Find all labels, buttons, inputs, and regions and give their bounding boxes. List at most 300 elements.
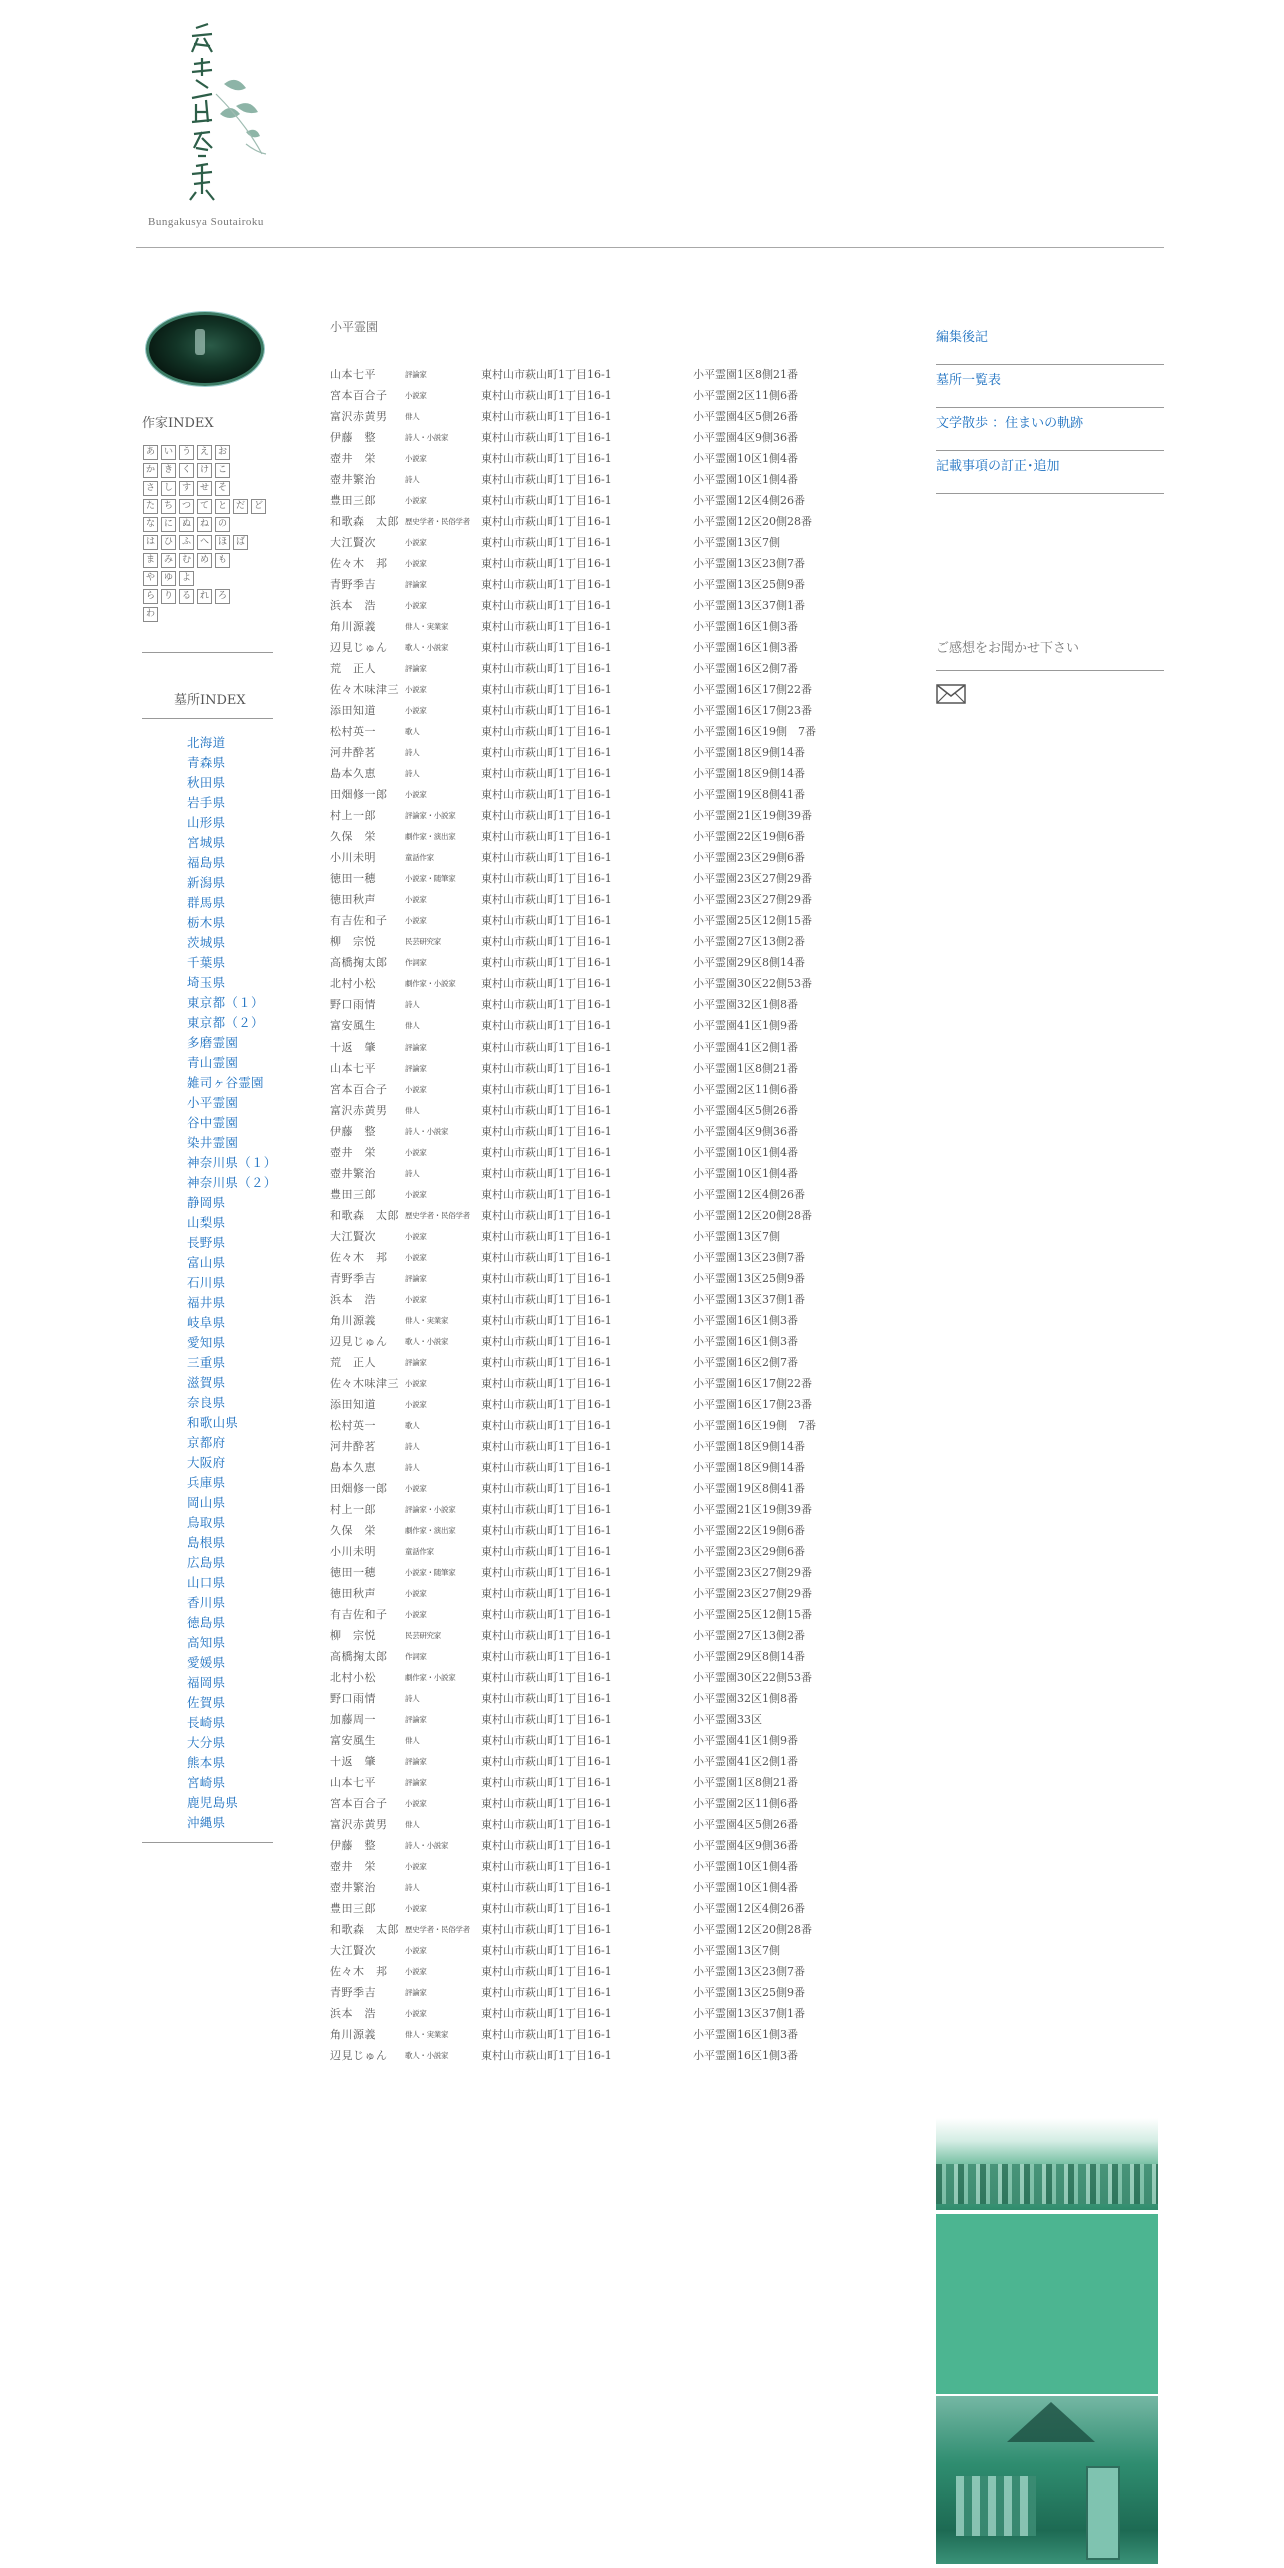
kana-link[interactable]: そ [215, 481, 230, 496]
grave-location: 小平霊園16区17側22番 [693, 683, 812, 697]
kana-link[interactable]: え [197, 445, 212, 460]
occupation: 歴史学者・民俗学者 [405, 517, 470, 527]
prefecture-link[interactable]: 大分県 [187, 1735, 226, 1750]
kana-link[interactable]: も [215, 553, 230, 568]
author-name: 大江賢次 [330, 536, 376, 550]
kana-link[interactable]: ど [251, 499, 266, 514]
kana-link[interactable]: せ [197, 481, 212, 496]
prefecture-link[interactable]: 島根県 [187, 1535, 226, 1550]
author-name: 伊藤 整 [330, 1839, 376, 1853]
prefecture-link[interactable]: 岡山県 [187, 1495, 226, 1510]
kana-link[interactable]: た [143, 499, 158, 514]
occupation: 俳人 [405, 1820, 420, 1830]
occupation: 小説家・随筆家 [405, 1567, 456, 1577]
kana-link[interactable]: の [215, 517, 230, 532]
address: 東村山市萩山町1丁目16-1 [481, 1523, 612, 1537]
address: 東村山市萩山町1丁目16-1 [481, 1670, 612, 1684]
address: 東村山市萩山町1丁目16-1 [481, 1145, 612, 1159]
address: 東村山市萩山町1丁目16-1 [481, 494, 612, 508]
occupation: 小説家 [405, 895, 427, 905]
kana-link[interactable]: か [143, 463, 158, 478]
occupation: 小説家 [405, 1967, 427, 1977]
occupation: 小説家 [405, 2009, 427, 2019]
mail-icon[interactable] [936, 684, 966, 704]
grave-location: 小平霊園10区1側4番 [693, 473, 798, 487]
grave-location: 小平霊園23区27側29番 [693, 1586, 812, 1600]
kana-link[interactable]: さ [143, 481, 158, 496]
author-name: 北村小松 [330, 977, 376, 991]
grave-location: 小平霊園12区4側26番 [693, 1187, 805, 1201]
prefecture-link[interactable]: 静岡県 [187, 1195, 226, 1210]
grave-location: 小平霊園13区37側1番 [693, 599, 805, 613]
address: 東村山市萩山町1丁目16-1 [481, 1166, 612, 1180]
author-name: 富安風生 [330, 1734, 376, 1748]
author-name: 伊藤 整 [330, 1124, 376, 1138]
occupation: 歌人・小説家 [405, 643, 449, 653]
cemetery-title: 小平霊園 [330, 320, 379, 334]
grave-location: 小平霊園33区 [693, 1713, 762, 1726]
prefecture-link[interactable]: 宮城県 [187, 835, 226, 850]
prefecture-link[interactable]: 愛媛県 [187, 1655, 226, 1670]
nav-item-corrections[interactable] [936, 451, 1164, 494]
site-logo[interactable] [146, 14, 306, 234]
author-name: 久保 栄 [330, 1523, 376, 1537]
grave-location: 小平霊園16区2側7番 [693, 662, 798, 676]
prefecture-link[interactable]: 多磨霊園 [187, 1035, 239, 1050]
occupation: 劇作家・演出家 [405, 832, 456, 842]
author-name: 高橋掬太郎 [330, 956, 388, 970]
author-name: 山本七平 [330, 368, 376, 381]
address: 東村山市萩山町1丁目16-1 [481, 2028, 612, 2042]
grave-location: 小平霊園27区13側2番 [693, 1628, 805, 1642]
occupation: 詩人 [405, 1693, 420, 1703]
kana-link[interactable]: ひ [161, 535, 176, 550]
author-name: 浜本 浩 [330, 599, 376, 613]
grave-location: 小平霊園12区20側28番 [693, 1208, 812, 1222]
kana-row [143, 517, 283, 532]
prefecture-link[interactable]: 小平霊園 [187, 1095, 239, 1110]
grave-location: 小平霊園41区2側1番 [693, 1755, 798, 1769]
address: 東村山市萩山町1丁目16-1 [481, 389, 612, 403]
occupation: 小説家 [405, 559, 427, 569]
prefecture-link[interactable]: 谷中霊園 [187, 1115, 239, 1130]
occupation: 俳人 [405, 1021, 420, 1031]
prefecture-link[interactable]: 神奈川県（１） [187, 1155, 277, 1170]
author-name: 大江賢次 [330, 1229, 376, 1243]
address: 東村山市萩山町1丁目16-1 [481, 893, 612, 907]
kana-link[interactable]: る [179, 589, 194, 604]
grave-location: 小平霊園18区9側14番 [693, 767, 805, 781]
kana-link[interactable]: れ [197, 589, 212, 604]
author-name: 河井酔茗 [330, 1439, 376, 1453]
grave-location: 小平霊園13区23側7番 [693, 1250, 805, 1264]
address: 東村山市萩山町1丁目16-1 [481, 1755, 612, 1769]
nav-link[interactable]: 記載事項の訂正･追加 [936, 459, 1060, 474]
prefecture-link[interactable]: 広島県 [187, 1555, 226, 1570]
prefecture-link[interactable]: 鳥取県 [187, 1515, 226, 1530]
grave-location: 小平霊園16区1側3番 [693, 1334, 798, 1348]
kana-link[interactable]: ほ [215, 535, 230, 550]
kana-link[interactable]: は [143, 535, 158, 550]
address: 東村山市萩山町1丁目16-1 [481, 746, 612, 760]
prefecture-link[interactable]: 千葉県 [187, 955, 226, 970]
nav-link[interactable]: 編集後記 [936, 330, 989, 345]
address: 東村山市萩山町1丁目16-1 [481, 1860, 612, 1874]
cemetery-image-2 [936, 2396, 1158, 2564]
kana-link[interactable]: き [161, 463, 176, 478]
address: 東村山市萩山町1丁目16-1 [481, 1986, 612, 2000]
kana-row [143, 553, 283, 568]
kana-link[interactable]: む [179, 553, 194, 568]
kana-link[interactable]: ば [233, 535, 248, 550]
occupation: 小説家 [405, 916, 427, 926]
author-name: 加藤周一 [330, 1713, 376, 1726]
prefecture-link[interactable]: 沖縄県 [187, 1815, 226, 1830]
prefecture-link[interactable]: 東京都（１） [187, 995, 264, 1010]
author-name: 荒 正人 [330, 662, 376, 676]
occupation: 歌人 [405, 1420, 420, 1430]
occupation: 小説家 [405, 1483, 427, 1493]
kana-link[interactable]: と [215, 499, 230, 514]
kana-row [143, 535, 283, 550]
prefecture-link[interactable]: 山形県 [187, 815, 226, 830]
kana-row [143, 499, 283, 514]
author-name: 山本七平 [330, 1776, 376, 1790]
kana-link[interactable]: ね [197, 517, 212, 532]
grave-location: 小平霊園13区25側9番 [693, 1986, 805, 2000]
address: 東村山市萩山町1丁目16-1 [481, 368, 612, 381]
grave-location: 小平霊園4区5側26番 [693, 1103, 798, 1117]
prefecture-link[interactable]: 群馬県 [187, 895, 226, 910]
occupation: 評論家 [405, 580, 427, 590]
grave-location: 小平霊園16区1側3番 [693, 1313, 798, 1327]
occupation: 詩人 [405, 475, 420, 485]
occupation: 俳人 [405, 412, 420, 422]
logo-graphic [146, 14, 306, 214]
header-divider [136, 247, 1164, 248]
grave-location: 小平霊園16区17側23番 [693, 704, 812, 718]
grave-location: 小平霊園29区8側14番 [693, 956, 805, 970]
grave-location: 小平霊園2区11側6番 [693, 1082, 798, 1096]
grave-location: 小平霊園41区2側1番 [693, 1040, 798, 1054]
prefecture-link[interactable]: 埼玉県 [187, 975, 226, 990]
grave-location: 小平霊園41区1側9番 [693, 1734, 798, 1748]
address: 東村山市萩山町1丁目16-1 [481, 1334, 612, 1348]
prefecture-link[interactable]: 神奈川県（２） [187, 1175, 277, 1190]
prefecture-link[interactable]: 長野県 [187, 1235, 226, 1250]
author-name: 壺井 栄 [330, 1860, 376, 1874]
author-name: 有吉佐和子 [330, 1607, 388, 1621]
occupation: 小説家 [405, 1147, 427, 1157]
prefecture-link[interactable]: 雑司ヶ谷霊園 [187, 1075, 264, 1090]
address: 東村山市萩山町1丁目16-1 [481, 851, 612, 865]
occupation: 小説家 [405, 1862, 427, 1872]
occupation: 童話作家 [405, 853, 434, 863]
occupation: 劇作家・小説家 [405, 979, 456, 989]
address: 東村山市萩山町1丁目16-1 [481, 725, 612, 739]
kana-link[interactable]: く [179, 463, 194, 478]
occupation: 小説家 [405, 1799, 427, 1809]
prefecture-link[interactable]: 福岡県 [187, 1675, 226, 1690]
kana-link[interactable]: ま [143, 553, 158, 568]
prefecture-link[interactable]: 徳島県 [187, 1615, 226, 1630]
author-name: 宮本百合子 [330, 1082, 388, 1096]
kana-link[interactable]: め [197, 553, 212, 568]
prefecture-link[interactable]: 熊本県 [187, 1755, 226, 1770]
prefecture-link[interactable]: 福井県 [187, 1295, 226, 1310]
prefecture-link[interactable]: 京都府 [187, 1435, 226, 1450]
occupation: 評論家 [405, 1042, 427, 1052]
author-name: 青野季吉 [330, 578, 376, 592]
prefecture-link[interactable]: 石川県 [187, 1275, 226, 1290]
prefecture-link[interactable]: 秋田県 [187, 775, 226, 790]
prefecture-link[interactable]: 山口県 [187, 1575, 226, 1590]
occupation: 詩人・小説家 [405, 433, 449, 443]
occupation: 俳人・実業家 [405, 1315, 449, 1325]
prefecture-link[interactable]: 岩手県 [187, 795, 226, 810]
nav-link[interactable]: 墓所一覧表 [936, 373, 1002, 388]
grave-location: 小平霊園18区9側14番 [693, 1439, 805, 1453]
address: 東村山市萩山町1丁目16-1 [481, 830, 612, 844]
kana-link[interactable]: す [179, 481, 194, 496]
address: 東村山市萩山町1丁目16-1 [481, 410, 612, 424]
address: 東村山市萩山町1丁目16-1 [481, 872, 612, 886]
prefecture-link[interactable]: 愛知県 [187, 1335, 226, 1350]
address: 東村山市萩山町1丁目16-1 [481, 1187, 612, 1201]
kana-link[interactable]: い [161, 445, 176, 460]
occupation: 詩人 [405, 1000, 420, 1010]
author-name: 田畑修一郎 [330, 788, 388, 802]
kana-link[interactable]: だ [233, 499, 248, 514]
grave-location: 小平霊園30区22側53番 [693, 977, 812, 991]
green-panel [936, 2214, 1158, 2394]
author-name: 青野季吉 [330, 1271, 376, 1285]
grave-location: 小平霊園13区7側 [693, 1944, 780, 1958]
kana-index [143, 445, 283, 625]
grave-location: 小平霊園23区27側29番 [693, 893, 812, 907]
address: 東村山市萩山町1丁目16-1 [481, 1397, 612, 1411]
address: 東村山市萩山町1丁目16-1 [481, 1376, 612, 1390]
address: 東村山市萩山町1丁目16-1 [481, 1691, 612, 1705]
prefecture-link[interactable]: 染井霊園 [187, 1135, 239, 1150]
address: 東村山市萩山町1丁目16-1 [481, 1208, 612, 1222]
address: 東村山市萩山町1丁目16-1 [481, 1586, 612, 1600]
nav-link[interactable]: 文学散歩 ：住まいの軌跡 [936, 416, 1084, 431]
author-name: 村上一郎 [330, 809, 376, 823]
left-divider-top [142, 652, 273, 653]
prefecture-link[interactable]: 和歌山県 [187, 1415, 239, 1430]
kana-link[interactable]: て [197, 499, 212, 514]
sakka-index-title: 作家INDEX [142, 416, 214, 431]
kana-row [143, 463, 283, 478]
occupation: 小説家 [405, 1399, 427, 1409]
prefecture-link[interactable]: 青森県 [187, 755, 226, 770]
kana-link[interactable]: み [161, 553, 176, 568]
kana-row [143, 571, 283, 586]
prefecture-link[interactable]: 新潟県 [187, 875, 226, 890]
grave-location: 小平霊園1区8側21番 [693, 1776, 798, 1790]
address: 東村山市萩山町1丁目16-1 [481, 620, 612, 634]
author-name: 佐々木 邦 [330, 1250, 388, 1264]
address: 東村山市萩山町1丁目16-1 [481, 1818, 612, 1832]
nav-item-literary-walk[interactable] [936, 408, 1164, 451]
occupation: 小説家 [405, 1189, 427, 1199]
occupation: 詩人 [405, 748, 420, 758]
address: 東村山市萩山町1丁目16-1 [481, 1313, 612, 1327]
occupation: 俳人 [405, 1105, 420, 1115]
prefecture-link[interactable]: 北海道 [187, 735, 226, 750]
grave-location: 小平霊園18区9側14番 [693, 746, 805, 760]
address: 東村山市萩山町1丁目16-1 [481, 641, 612, 655]
kana-link[interactable]: に [161, 517, 176, 532]
kana-link[interactable]: う [179, 445, 194, 460]
author-name: 松村英一 [330, 1418, 376, 1432]
grave-location: 小平霊園1区8側21番 [693, 1061, 798, 1075]
kana-link[interactable]: ち [161, 499, 176, 514]
prefecture-link[interactable]: 長崎県 [187, 1715, 226, 1730]
prefecture-link[interactable]: 福島県 [187, 855, 226, 870]
grave-location: 小平霊園23区27側29番 [693, 1565, 812, 1579]
author-name: 和歌森 太郎 [330, 1923, 399, 1937]
kana-row [143, 445, 283, 460]
address: 東村山市萩山町1丁目16-1 [481, 1902, 612, 1916]
occupation: 俳人・実業家 [405, 622, 449, 632]
author-name: 富安風生 [330, 1019, 376, 1033]
author-name: 徳田一穂 [330, 1565, 376, 1579]
kana-link[interactable]: ろ [215, 589, 230, 604]
address: 東村山市萩山町1丁目16-1 [481, 683, 612, 697]
address: 東村山市萩山町1丁目16-1 [481, 1250, 612, 1264]
author-name: 添田知道 [330, 704, 376, 718]
occupation: 詩人 [405, 1441, 420, 1451]
occupation: 劇作家・小説家 [405, 1672, 456, 1682]
grave-location: 小平霊園22区19側6番 [693, 830, 805, 844]
grave-location: 小平霊園13区23側7番 [693, 557, 805, 571]
author-name: 辺見じゅん [330, 2049, 388, 2063]
kana-link[interactable]: よ [179, 571, 194, 586]
bosho-index-title: 墓所INDEX [174, 693, 246, 708]
occupation: 小説家 [405, 538, 427, 548]
prefecture-link[interactable]: 高知県 [187, 1635, 226, 1650]
address: 東村山市萩山町1丁目16-1 [481, 1103, 612, 1117]
kana-link[interactable]: あ [143, 445, 158, 460]
author-name: 北村小松 [330, 1670, 376, 1684]
prefecture-link[interactable]: 青山霊園 [187, 1055, 239, 1070]
nav-item-cemetery-list[interactable] [936, 365, 1164, 408]
address: 東村山市萩山町1丁目16-1 [481, 1544, 612, 1558]
grave-location: 小平霊園25区12側15番 [693, 914, 812, 928]
kana-link[interactable]: り [161, 589, 176, 604]
grave-location: 小平霊園30区22側53番 [693, 1670, 812, 1684]
nav-item-editors-note[interactable] [936, 322, 1164, 365]
grave-location: 小平霊園10区1側4番 [693, 1860, 798, 1874]
prefecture-link[interactable]: 香川県 [187, 1595, 226, 1610]
author-name: 和歌森 太郎 [330, 1208, 399, 1222]
author-name: 角川源義 [330, 620, 376, 634]
address: 東村山市萩山町1丁目16-1 [481, 1481, 612, 1495]
grave-location: 小平霊園16区1側3番 [693, 620, 798, 634]
prefecture-link[interactable]: 東京都（２） [187, 1015, 264, 1030]
occupation: 評論家 [405, 664, 427, 674]
kana-link[interactable]: ふ [179, 535, 194, 550]
kana-link[interactable]: つ [179, 499, 194, 514]
kana-link[interactable]: し [161, 481, 176, 496]
address: 東村山市萩山町1丁目16-1 [481, 935, 612, 949]
author-name: 豊田三郎 [330, 1187, 376, 1201]
address: 東村山市萩山町1丁目16-1 [481, 1439, 612, 1453]
address: 東村山市萩山町1丁目16-1 [481, 788, 612, 802]
prefecture-link[interactable]: 茨城県 [187, 935, 226, 950]
author-name: 有吉佐和子 [330, 914, 388, 928]
prefecture-link[interactable]: 兵庫県 [187, 1475, 226, 1490]
prefecture-link[interactable]: 佐賀県 [187, 1695, 226, 1710]
occupation: 詩人 [405, 1462, 420, 1472]
address: 東村山市萩山町1丁目16-1 [481, 473, 612, 487]
occupation: 詩人・小説家 [405, 1126, 449, 1136]
kana-link[interactable]: ゆ [161, 571, 176, 586]
prefecture-link[interactable]: 鹿児島県 [187, 1795, 239, 1810]
author-name: 高橋掬太郎 [330, 1649, 388, 1663]
author-name: 和歌森 太郎 [330, 515, 399, 529]
kana-link[interactable]: へ [197, 535, 212, 550]
occupation: 小説家・随筆家 [405, 874, 456, 884]
author-name: 壺井繁治 [330, 473, 376, 487]
author-name: 野口雨情 [330, 1691, 376, 1705]
address: 東村山市萩山町1丁目16-1 [481, 1502, 612, 1516]
prefecture-link[interactable]: 岐阜県 [187, 1315, 226, 1330]
kana-link[interactable]: ら [143, 589, 158, 604]
occupation: 評論家・小説家 [405, 811, 456, 821]
grave-location: 小平霊園1区8側21番 [693, 368, 798, 381]
prefecture-link[interactable]: 山梨県 [187, 1215, 226, 1230]
author-name: 佐々木味津三 [330, 683, 399, 697]
grave-location: 小平霊園16区17側23番 [693, 1397, 812, 1411]
occupation: 評論家 [405, 1757, 427, 1767]
grave-location: 小平霊園13区23側7番 [693, 1965, 805, 1979]
grave-location: 小平霊園13区25側9番 [693, 1271, 805, 1285]
prefecture-link[interactable]: 奈良県 [187, 1395, 226, 1410]
prefecture-link[interactable]: 栃木県 [187, 915, 226, 930]
occupation: 評論家 [405, 370, 427, 379]
address: 東村山市萩山町1丁目16-1 [481, 1082, 612, 1096]
kana-link[interactable]: こ [215, 463, 230, 478]
left-divider-mid [142, 718, 273, 719]
kana-link[interactable]: け [197, 463, 212, 478]
prefecture-link[interactable]: 大阪府 [187, 1455, 226, 1470]
kana-link[interactable]: わ [143, 607, 158, 622]
occupation: 歌人 [405, 727, 420, 737]
grave-location: 小平霊園12区4側26番 [693, 494, 805, 508]
occupation: 評論家・小説家 [405, 1504, 456, 1514]
kana-link[interactable]: お [215, 445, 230, 460]
kana-link[interactable]: な [143, 517, 158, 532]
author-name: 富沢赤黄男 [330, 410, 388, 424]
author-name: 荒 正人 [330, 1355, 376, 1369]
grave-location: 小平霊園16区17側22番 [693, 1376, 812, 1390]
address: 東村山市萩山町1丁目16-1 [481, 431, 612, 445]
grave-location: 小平霊園10区1側4番 [693, 452, 798, 466]
prefecture-link[interactable]: 宮崎県 [187, 1775, 226, 1790]
kana-link[interactable]: や [143, 571, 158, 586]
prefecture-link[interactable]: 富山県 [187, 1255, 226, 1270]
address: 東村山市萩山町1丁目16-1 [481, 1019, 612, 1033]
prefecture-link[interactable]: 三重県 [187, 1355, 226, 1370]
occupation: 小説家 [405, 1588, 427, 1598]
kana-link[interactable]: ぬ [179, 517, 194, 532]
prefecture-link[interactable]: 滋賀県 [187, 1375, 226, 1390]
occupation: 俳人 [405, 1736, 420, 1746]
address: 東村山市萩山町1丁目16-1 [481, 998, 612, 1012]
